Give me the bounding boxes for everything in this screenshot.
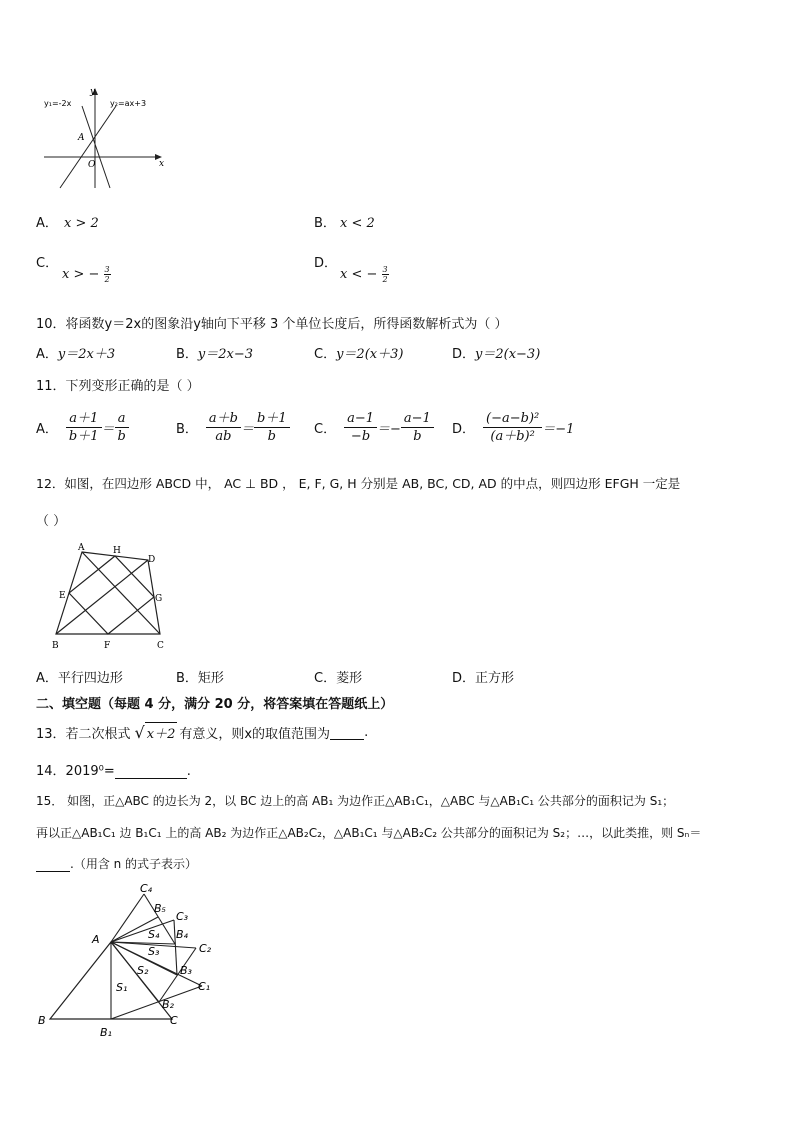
q12-option-a-letter: A． xyxy=(36,671,58,686)
q12-stem-line1: 12．如图，在四边形 ABCD 中， AC ⊥ BD ， E, F, G, H 分别是 AB, BC, CD, AD 的中点，则四边形 EFGH 一定是 xyxy=(36,476,681,491)
q9-option-c-fraction: $\frac{3}{2}$ xyxy=(104,265,110,284)
q9-point-a: A xyxy=(78,133,85,143)
q10-option-d-expr: y＝2(x−3) xyxy=(475,347,541,362)
q11-option-c-eq: ＝− xyxy=(377,422,401,437)
q10-option-b[interactable] xyxy=(176,343,253,362)
q9-option-d-letter: D． xyxy=(314,256,338,271)
q9-origin: O xyxy=(88,160,96,170)
q15-line2: 再以正△AB₁C₁ 边 B₁C₁ 上的高 AB₂ 为边作正△AB₂C₂，△AB₁C₁ 与△AB₂C₂ 公共部分的面积记为 S₂；…，以此类推，则 Sₙ＝ xyxy=(36,826,702,840)
q11-option-a-right-fraction: $\frac{a}{b}$ xyxy=(115,410,129,445)
q11-option-b[interactable] xyxy=(176,410,290,445)
q11-option-d-left-fraction: $\frac{\text{(−a−b)²}}{\text{(a＋b)²}}$ xyxy=(483,410,542,445)
q12-label-b: B xyxy=(52,641,59,651)
q15-label-b1: B₁ xyxy=(100,1026,112,1039)
q11-option-a-eq: ＝ xyxy=(101,422,115,437)
q10-option-c-expr: y＝2(x＋3) xyxy=(336,347,404,362)
q9-graph xyxy=(38,84,170,194)
q12-option-a-text: 平行四边形 xyxy=(57,671,123,686)
q11-option-b-right-fraction: $\frac{b+1}{b}$ xyxy=(254,410,290,445)
q11-option-a[interactable] xyxy=(36,410,129,445)
q11-option-b-left-fraction: $\frac{a+b}{ab}$ xyxy=(206,410,241,445)
q11-option-d-letter: D． xyxy=(452,422,476,437)
q9-option-c[interactable] xyxy=(36,252,58,271)
q9-option-a-letter: A． xyxy=(36,216,58,231)
q15-label-c4: C₄ xyxy=(140,882,153,895)
q12-label-c: C xyxy=(157,641,164,651)
q15-label-s2: S₂ xyxy=(137,964,149,977)
q9-y1-label: y₁=-2x xyxy=(44,99,72,108)
q12-option-b-text: 矩形 xyxy=(197,671,224,686)
q9-option-b-letter: B． xyxy=(314,216,336,231)
q15-figure xyxy=(34,878,218,1042)
q10-option-c[interactable] xyxy=(314,343,403,362)
q12-label-g: G xyxy=(155,594,163,604)
q11-option-d-eq: ＝−1 xyxy=(542,422,575,437)
q15-label-b3: B₃ xyxy=(180,964,192,977)
q15-label-s1: S₁ xyxy=(116,981,128,994)
q15-label-s3: S₃ xyxy=(148,945,160,958)
q11-option-c-left-fraction: $\frac{a-1}{-b}$ xyxy=(344,410,377,445)
q15-label-c: C xyxy=(170,1014,178,1027)
q14-prefix: 14．2019⁰= xyxy=(36,764,115,779)
q10-option-d[interactable] xyxy=(452,343,540,362)
q11-option-c[interactable] xyxy=(314,410,434,445)
q10-option-b-expr: y＝2x−3 xyxy=(197,347,254,362)
q9-y2-label: y₂=ax+3 xyxy=(110,99,147,108)
q9-option-d-prefix: x < − xyxy=(340,267,378,282)
q12-option-d-text: 正方形 xyxy=(475,671,515,686)
q10-option-a-expr: y＝2x＋3 xyxy=(57,347,116,362)
q9-option-d-fraction: $\frac{3}{2}$ xyxy=(382,265,388,284)
section2-heading: 二、填空题（每题 4 分，满分 20 分，将答案填在答题纸上） xyxy=(36,697,394,712)
q12-stem-line2: （ ） xyxy=(36,514,67,529)
q9-option-a-expr: x > 2 xyxy=(64,216,99,231)
q12-option-b[interactable] xyxy=(176,667,224,686)
q9-option-b[interactable] xyxy=(314,212,336,231)
q12-option-c-text: 菱形 xyxy=(336,671,363,686)
q12-label-d: D xyxy=(148,555,156,565)
q11-stem: 11．下列变形正确的是（ ） xyxy=(36,379,200,394)
q15-label-b2: B₂ xyxy=(162,998,174,1011)
q13-answer-blank[interactable] xyxy=(330,725,364,740)
q12-option-d-letter: D． xyxy=(452,671,476,686)
q13-suffix: 有意义，则x的取值范围为 xyxy=(179,726,331,742)
q15-answer-blank[interactable] xyxy=(36,857,70,872)
q15-line3: .（用含 n 的式子表示） xyxy=(70,857,198,871)
q10-option-b-letter: B． xyxy=(176,347,198,362)
q11-option-d[interactable] xyxy=(452,410,574,445)
q13-end: . xyxy=(364,724,369,740)
q10-stem: 10．将函数y＝2x的图象沿y轴向下平移 3 个单位长度后，所得函数解析式为（ ） xyxy=(36,317,508,332)
q12-option-c-letter: C． xyxy=(314,671,337,686)
q10-option-a-letter: A． xyxy=(36,347,58,362)
q14-answer-blank[interactable] xyxy=(115,764,187,779)
q10-option-d-letter: D． xyxy=(452,347,476,362)
q12-option-a[interactable] xyxy=(36,667,123,686)
q9-option-c-prefix: x > − xyxy=(62,267,100,282)
q15-label-c3: C₃ xyxy=(176,910,189,923)
q12-figure xyxy=(42,540,182,656)
q10-option-a[interactable] xyxy=(36,343,115,362)
q11-option-b-eq: ＝ xyxy=(241,422,255,437)
q9-option-c-letter: C． xyxy=(36,256,59,271)
q15-line3-wrap xyxy=(36,855,197,872)
q15-label-b4: B₄ xyxy=(176,928,188,941)
q15-label-b5: B₅ xyxy=(154,902,166,915)
q15-label-c2: C₂ xyxy=(199,942,212,955)
q13-radical-sign: √ xyxy=(134,722,145,742)
q13-prefix: 13．若二次根式 xyxy=(36,726,131,742)
q9-option-c-expr xyxy=(62,265,111,284)
q9-y-axis-label: y xyxy=(90,87,96,97)
q11-option-a-letter: A． xyxy=(36,422,58,437)
q11-option-c-letter: C． xyxy=(314,422,337,437)
q13-radicand: x＋2 xyxy=(145,722,178,742)
q15-line1: 15． 如图，正△ABC 的边长为 2，以 BC 边上的高 AB₁ 为边作正△AB₁C₁，△ABC 与△AB₁C₁ 公共部分的面积记为 S₁； xyxy=(36,794,675,808)
q12-option-d[interactable] xyxy=(452,667,514,686)
q15-label-b: B xyxy=(38,1014,46,1027)
q9-option-a[interactable] xyxy=(36,212,58,231)
q12-label-h: H xyxy=(113,546,121,556)
q13 xyxy=(36,722,368,742)
q9-option-d-expr xyxy=(340,265,389,284)
q12-option-c[interactable] xyxy=(314,667,362,686)
q15-label-a: A xyxy=(92,933,100,946)
q10-option-c-letter: C． xyxy=(314,347,337,362)
q14-end: . xyxy=(186,764,191,779)
q11-option-a-left-fraction: $\frac{a+1}{b+1}$ xyxy=(66,410,102,445)
q11-option-c-right-fraction: $\frac{a-1}{b}$ xyxy=(401,410,434,445)
q12-option-b-letter: B． xyxy=(176,671,198,686)
q12-label-f: F xyxy=(104,641,111,651)
q12-label-e: E xyxy=(59,591,66,601)
q11-option-b-letter: B． xyxy=(176,422,198,437)
q14 xyxy=(36,760,191,779)
q9-option-b-expr: x < 2 xyxy=(340,216,375,231)
q9-x-axis-label: x xyxy=(159,159,165,169)
q15-label-s4: S₄ xyxy=(148,928,160,941)
q9-option-d[interactable] xyxy=(314,252,337,271)
q12-label-a: A xyxy=(78,543,85,553)
q15-label-c1: C₁ xyxy=(198,980,211,993)
